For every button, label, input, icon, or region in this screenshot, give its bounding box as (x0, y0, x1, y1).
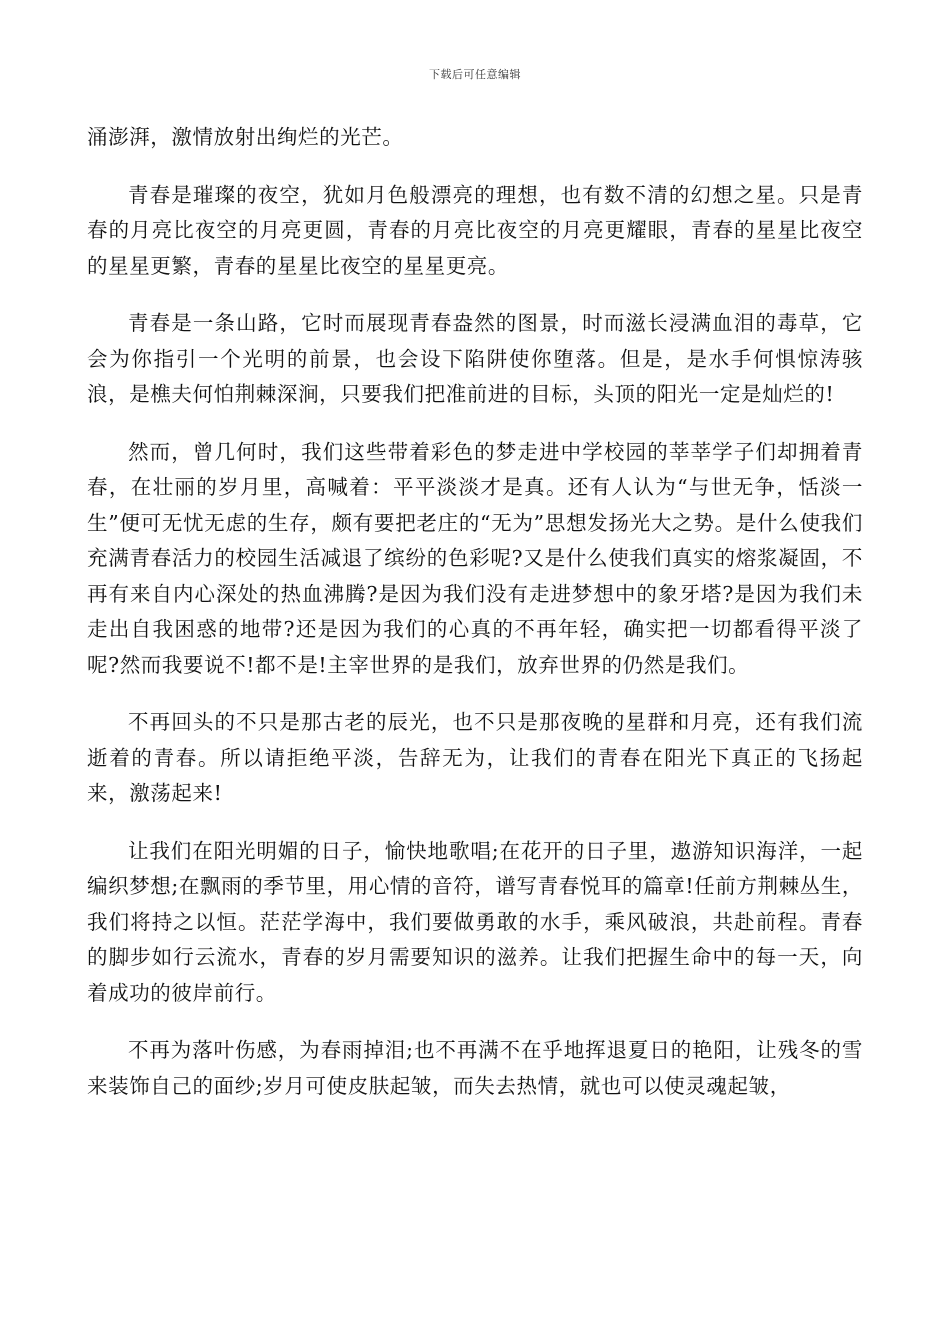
paragraph: 青春是璀璨的夜空，犹如月色般漂亮的理想，也有数不清的幻想之星。只是青春的月亮比夜空的月亮更圆，青春的月亮比夜空的月亮更耀眼，青春的星星比夜空的星星更繁，青春的星星比夜空的星星更亮。 (87, 182, 863, 278)
paragraph-continued: 涌澎湃，激情放射出绚烂的光芒。 (87, 125, 404, 149)
paragraph: 不再为落叶伤感，为春雨掉泪;也不再满不在乎地挥退夏日的艳阳，让残冬的雪来装饰自己的面纱;岁月可使皮肤起皱，而失去热情，就也可以使灵魂起皱， (87, 1038, 863, 1098)
page-header: 下载后可任意编辑 (429, 68, 521, 81)
paragraph: 青春是一条山路，它时而展现青春盎然的图景，时而滋长浸满血泪的毒草，它会为你指引一个光明的前景，也会设下陷阱使你堕落。但是，是水手何惧惊涛骇浪，是樵夫何怕荆棘深涧，只要我们把准前进的目标，头顶的阳光一定是灿烂的! (87, 311, 863, 406)
document-body (87, 120, 863, 1126)
paragraph: 让我们在阳光明媚的日子，愉快地歌唱;在花开的日子里，遨游知识海洋，一起编织梦想;在飘雨的季节里，用心情的音符，谱写青春悦耳的篇章!任前方荆棘丛生，我们将持之以恒。茫茫学海中，我们要做勇敢的水手，乘风破浪，共赴前程。青春的脚步如行云流水，青春的岁月需要知识的滋养。让我们把握生命中的每一天，向着成功的彼岸前行。 (87, 838, 863, 1005)
paragraph: 然而，曾几何时，我们这些带着彩色的梦走进中学校园的莘莘学子们却拥着青春，在壮丽的岁月里，高喊着：平平淡淡才是真。还有人认为“与世无争，恬淡一生”便可无忧无虑的生存，颇有要把老庄的“无为”思想发扬光大之势。是什么使我们充满青春活力的校园生活减退了缤纷的色彩呢?又是什么使我们真实的熔浆凝固，不再有来自内心深处的热血沸腾?是因为我们没有走进梦想中的象牙塔?是因为我们未走出自我困惑的地带?还是因为我们的心真的不再年轻，确实把一切都看得平淡了呢?然而我要说不!都不是!主宰世界的是我们，放弃世界的仍然是我们。 (87, 439, 863, 677)
paragraph: 不再回头的不只是那古老的辰光，也不只是那夜晚的星群和月亮，还有我们流逝着的青春。所以请拒绝平淡，告辞无为，让我们的青春在阳光下真正的飞扬起来，激荡起来! (87, 710, 863, 805)
